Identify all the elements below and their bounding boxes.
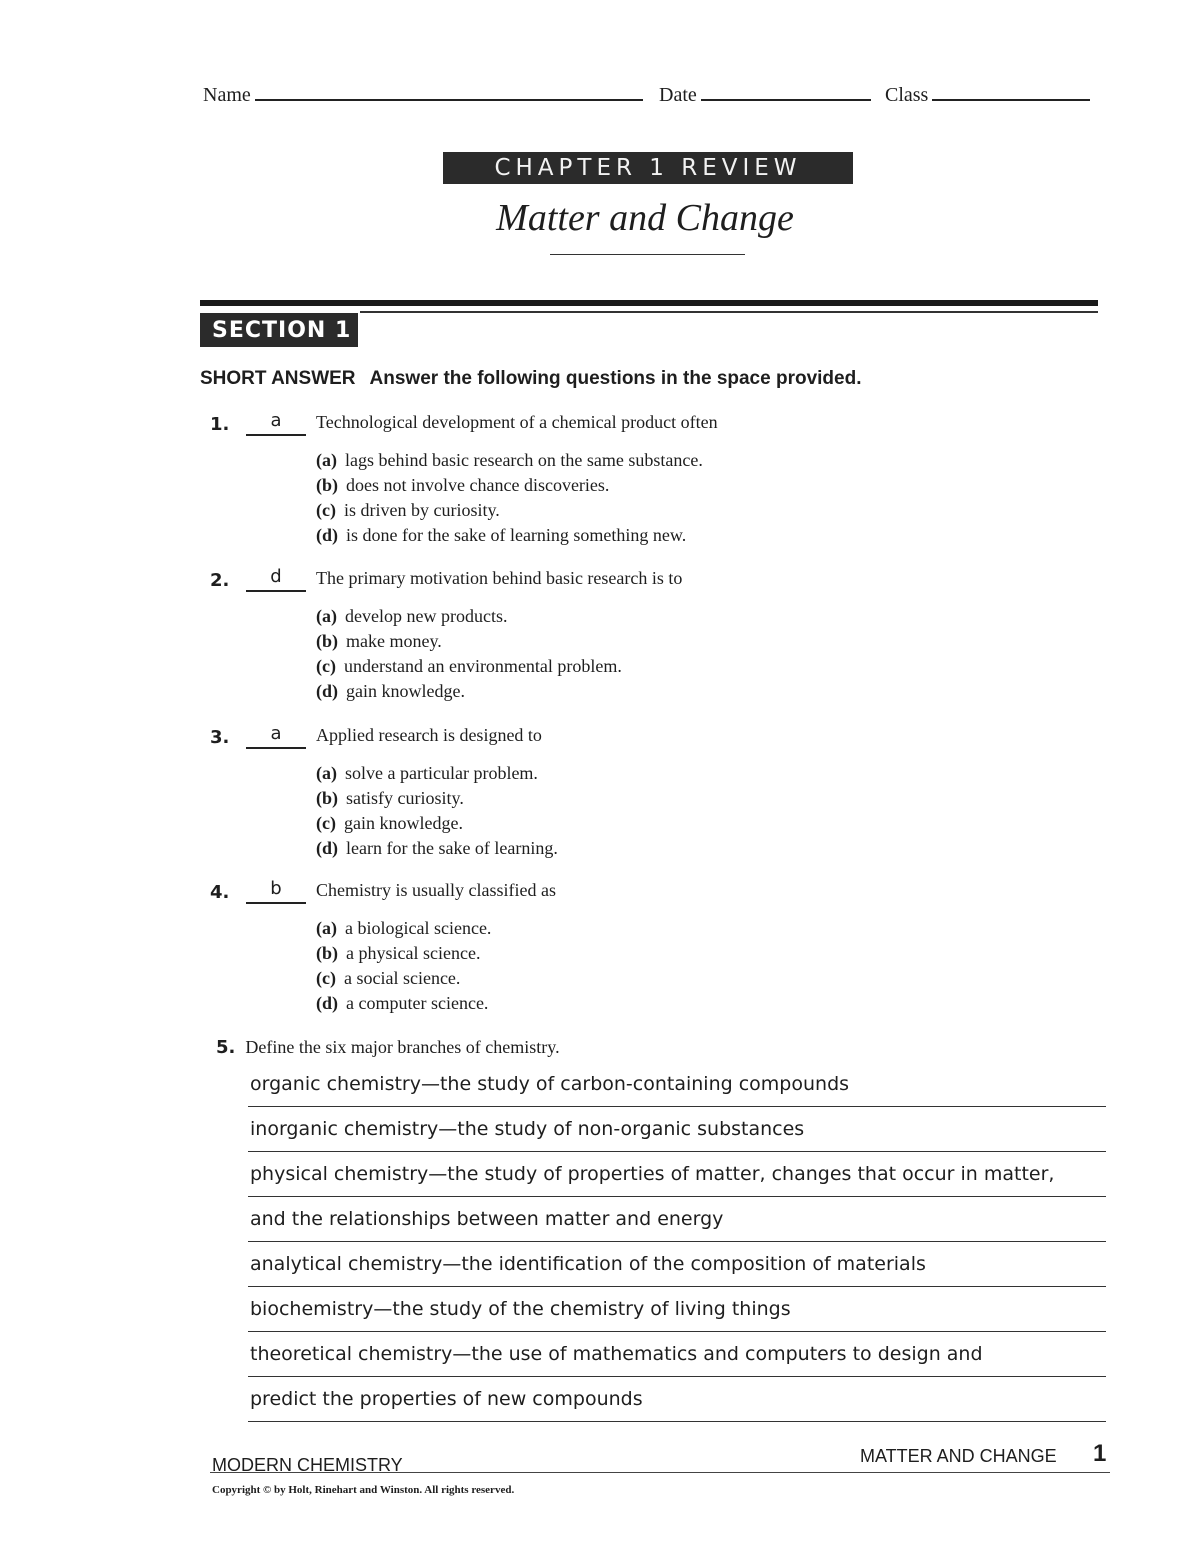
footer-book-title: MODERN CHEMISTRY (212, 1455, 403, 1475)
question-stem: Applied research is designed to (316, 725, 542, 745)
option-text: lags behind basic research on the same substance. (345, 450, 703, 470)
class-label: Class (885, 84, 929, 106)
answer-line[interactable]: predict the properties of new compounds (248, 1377, 1106, 1422)
answer-blank[interactable]: b (246, 880, 306, 904)
option-letter: (a) (316, 918, 337, 938)
page-title: Matter and Change (496, 197, 794, 239)
chapter-banner: CHAPTER 1 REVIEW (443, 152, 853, 184)
answer-blank[interactable]: a (246, 725, 306, 749)
question-number: 1. (210, 414, 230, 435)
option-item (316, 761, 558, 786)
option-item (316, 941, 491, 966)
question-number: 3. (210, 727, 230, 748)
option-letter: (c) (316, 813, 336, 833)
question-number: 4. (210, 882, 230, 903)
option-item (316, 811, 558, 836)
option-item (316, 679, 622, 704)
footer-chapter-title: MATTER AND CHANGE (860, 1446, 1057, 1466)
option-item (316, 786, 558, 811)
option-letter: (a) (316, 763, 337, 783)
instructions (200, 368, 861, 390)
name-label: Name (203, 84, 251, 106)
option-text: does not involve chance discoveries. (346, 475, 610, 495)
option-text: satisfy curiosity. (346, 788, 464, 808)
option-letter: (d) (316, 993, 338, 1013)
instructions-text: Answer the following questions in the space provided. (369, 368, 862, 389)
option-letter: (c) (316, 500, 336, 520)
option-letter: (c) (316, 968, 336, 988)
class-field[interactable] (885, 84, 1090, 107)
option-item (316, 654, 622, 679)
option-list (316, 448, 703, 548)
option-letter: (a) (316, 450, 337, 470)
question-prompt: Define the six major branches of chemistry. (245, 1037, 560, 1057)
answer-lines[interactable] (248, 1062, 1106, 1422)
option-item (316, 991, 491, 1016)
date-line[interactable] (701, 98, 871, 101)
option-text: solve a particular problem. (345, 763, 538, 783)
question-number: 2. (210, 570, 230, 591)
answer-line[interactable]: theoretical chemistry—the use of mathematics and computers to design and (248, 1332, 1106, 1377)
option-letter: (d) (316, 525, 338, 545)
question-stem: Chemistry is usually classified as (316, 880, 556, 900)
answer-blank[interactable]: d (246, 568, 306, 592)
answer-line[interactable]: biochemistry—the study of the chemistry of living things (248, 1287, 1106, 1332)
answer-line[interactable]: physical chemistry—the study of properties of matter, changes that occur in matter, (248, 1152, 1106, 1197)
option-text: a social science. (343, 968, 461, 988)
option-letter: (c) (316, 656, 336, 676)
option-text: a computer science. (346, 993, 489, 1013)
option-letter: (d) (316, 681, 338, 701)
answer-line[interactable]: organic chemistry—the study of carbon-containing compounds (248, 1062, 1106, 1107)
class-line[interactable] (932, 98, 1090, 101)
option-letter: (a) (316, 606, 337, 626)
date-label: Date (659, 84, 697, 106)
option-text: is driven by curiosity. (343, 500, 500, 520)
option-item (316, 836, 558, 861)
option-item (316, 966, 491, 991)
option-item (316, 604, 622, 629)
date-field[interactable] (659, 84, 871, 107)
option-letter: (b) (316, 475, 338, 495)
title-divider (550, 254, 745, 255)
section-rule-thick (200, 300, 1098, 306)
option-letter: (b) (316, 943, 338, 963)
option-item (316, 523, 703, 548)
option-item (316, 916, 491, 941)
section-rule-thin (360, 311, 1098, 313)
question-5 (216, 1037, 560, 1058)
option-letter: (b) (316, 631, 338, 651)
footer-divider (210, 1472, 1110, 1473)
answer-blank[interactable]: a (246, 412, 306, 436)
option-list (316, 916, 491, 1016)
option-text: learn for the sake of learning. (346, 838, 558, 858)
question-stem: The primary motivation behind basic research is to (316, 568, 683, 588)
option-text: develop new products. (345, 606, 508, 626)
copyright-notice: Copyright © by Holt, Rinehart and Winston. All rights reserved. (212, 1484, 515, 1496)
question-stem: Technological development of a chemical product often (316, 412, 718, 432)
name-field[interactable] (203, 84, 643, 107)
option-item (316, 448, 703, 473)
option-list (316, 761, 558, 861)
option-text: make money. (346, 631, 442, 651)
option-letter: (b) (316, 788, 338, 808)
option-item (316, 629, 622, 654)
page-number: 1 (1093, 1440, 1107, 1467)
option-text: a physical science. (346, 943, 481, 963)
option-item (316, 498, 703, 523)
option-text: understand an environmental problem. (343, 656, 622, 676)
option-text: gain knowledge. (346, 681, 465, 701)
option-letter: (d) (316, 838, 338, 858)
answer-line[interactable]: inorganic chemistry—the study of non-organic substances (248, 1107, 1106, 1152)
option-list (316, 604, 622, 704)
name-line[interactable] (255, 98, 643, 101)
option-item (316, 473, 703, 498)
option-text: gain knowledge. (343, 813, 463, 833)
option-text: is done for the sake of learning something new. (346, 525, 687, 545)
option-text: a biological science. (345, 918, 492, 938)
answer-line[interactable]: and the relationships between matter and energy (248, 1197, 1106, 1242)
instructions-label: SHORT ANSWER (200, 368, 356, 389)
section-badge: SECTION 1 (200, 313, 358, 347)
answer-line[interactable]: analytical chemistry—the identification of the composition of materials (248, 1242, 1106, 1287)
question-number: 5. (216, 1037, 236, 1058)
